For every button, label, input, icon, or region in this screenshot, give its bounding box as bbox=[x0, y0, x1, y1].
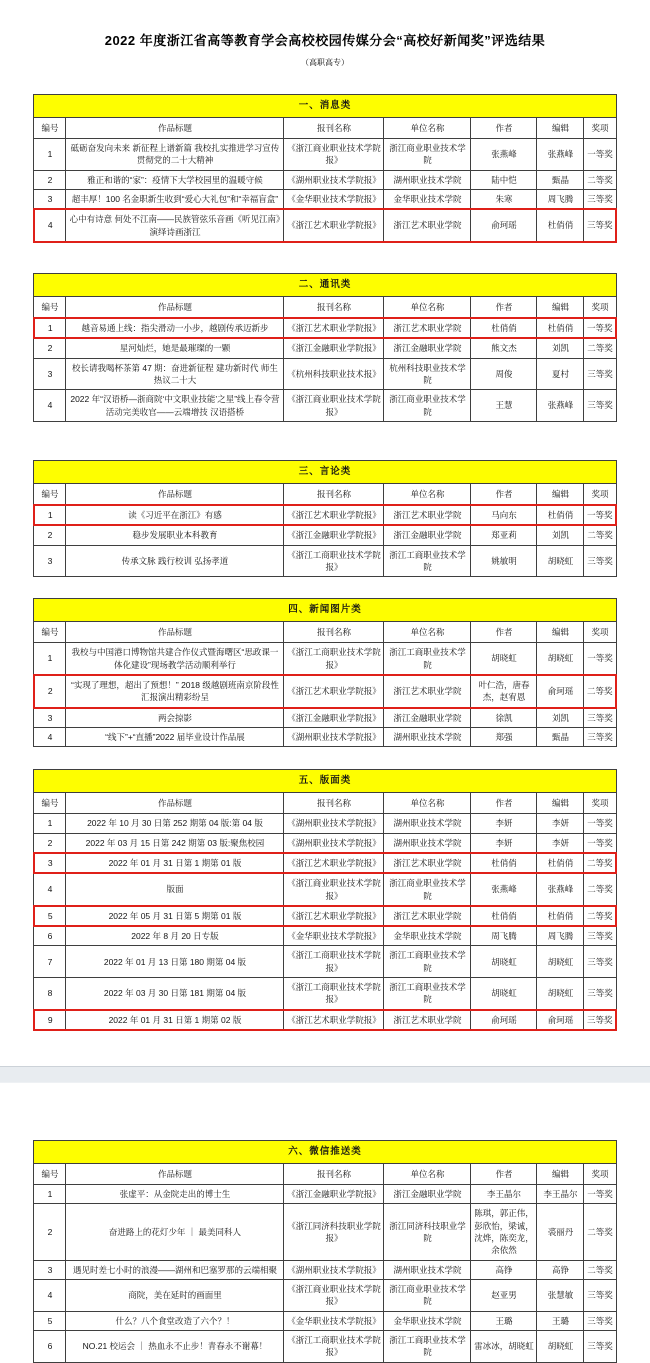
cell-award: 二等奖 bbox=[584, 675, 616, 708]
cell-author: 李妍 bbox=[471, 814, 537, 833]
cell-author: 马向东 bbox=[471, 505, 537, 525]
cell-author: 李妍 bbox=[471, 833, 537, 853]
cell-paper-name: 《浙江艺术职业学院报》 bbox=[284, 675, 384, 708]
cell-editor: 刘凯 bbox=[537, 525, 584, 545]
column-header: 作者 bbox=[471, 792, 537, 813]
cell-unit-name: 浙江艺术职业学院 bbox=[384, 505, 471, 525]
cell-award: 二等奖 bbox=[584, 1260, 616, 1279]
cell-author: 张燕峰 bbox=[471, 139, 537, 171]
cell-author: 俞珂瑶 bbox=[471, 1010, 537, 1030]
cell-work-title: 2022 年 01 月 31 日第 1 期第 01 版 bbox=[66, 853, 284, 873]
cell-number: 8 bbox=[34, 978, 66, 1010]
cell-unit-name: 金华职业技术学院 bbox=[384, 926, 471, 946]
cell-number: 1 bbox=[34, 643, 66, 675]
column-header: 奖项 bbox=[584, 483, 616, 505]
cell-author: 高铮 bbox=[471, 1260, 537, 1279]
cell-work-title: 2022 年 03 月 15 日第 242 期第 03 版:聚焦校园 bbox=[66, 833, 284, 853]
column-header: 编辑 bbox=[537, 483, 584, 505]
cell-unit-name: 浙江商业职业技术学院 bbox=[384, 390, 471, 422]
cell-work-title: 心中有诗意 何处不江南——民族管弦乐音画《听见江南》演绎诗画浙江 bbox=[66, 209, 284, 242]
cell-work-title: “线下”+“直播”2022 届毕业设计作品展 bbox=[66, 727, 284, 746]
cell-editor: 夏村 bbox=[537, 358, 584, 390]
section-header: 一、消息类 bbox=[34, 95, 616, 118]
cell-paper-name: 《浙江金融职业学院报》 bbox=[284, 708, 384, 728]
cell-editor: 胡晓虹 bbox=[537, 1330, 584, 1362]
table-row bbox=[34, 390, 616, 422]
cell-work-title: 奋进路上的花灯少年 ｜ 最美同科人 bbox=[66, 1204, 284, 1260]
column-header: 单位名称 bbox=[384, 117, 471, 138]
column-header: 编辑 bbox=[537, 1163, 584, 1184]
cell-unit-name: 浙江金融职业学院 bbox=[384, 525, 471, 545]
cell-paper-name: 《浙江金融职业学院报》 bbox=[284, 338, 384, 358]
column-header: 单位名称 bbox=[384, 483, 471, 505]
cell-author: 张燕峰 bbox=[471, 873, 537, 906]
cell-unit-name: 湖州职业技术学院 bbox=[384, 1260, 471, 1279]
cell-work-title: 2022 年 03 月 30 日第 181 期第 04 版 bbox=[66, 978, 284, 1010]
cell-author: 王慧 bbox=[471, 390, 537, 422]
cell-unit-name: 浙江艺术职业学院 bbox=[384, 675, 471, 708]
cell-author: 叶仁浩，唐春杰，赵宥恩 bbox=[471, 675, 537, 708]
table-row bbox=[34, 139, 616, 171]
cell-editor: 张燕峰 bbox=[537, 139, 584, 171]
cell-award: 一等奖 bbox=[584, 814, 616, 833]
cell-number: 2 bbox=[34, 170, 66, 189]
cell-paper-name: 《浙江同济科技职业学院报》 bbox=[284, 1204, 384, 1260]
cell-paper-name: 《浙江工商职业技术学院报》 bbox=[284, 946, 384, 978]
cell-award: 二等奖 bbox=[584, 906, 616, 926]
cell-number: 3 bbox=[34, 545, 66, 577]
cell-unit-name: 浙江同济科技职业学院 bbox=[384, 1204, 471, 1260]
cell-work-title: 什么？八个食堂改造了六个？！ bbox=[66, 1311, 284, 1330]
cell-paper-name: 《湖州职业技术学院报》 bbox=[284, 814, 384, 833]
cell-award: 一等奖 bbox=[584, 1185, 616, 1204]
cell-work-title: 星河灿烂，她是最璀璨的一颗 bbox=[66, 338, 284, 358]
column-header: 作品标题 bbox=[66, 622, 284, 643]
cell-author: 郑亚莉 bbox=[471, 525, 537, 545]
cell-editor: 杜俏俏 bbox=[537, 853, 584, 873]
cell-author: 陆中恺 bbox=[471, 170, 537, 189]
table-row bbox=[34, 1010, 616, 1030]
cell-number: 3 bbox=[34, 708, 66, 728]
cell-editor: 胡晓虹 bbox=[537, 978, 584, 1010]
cell-award: 二等奖 bbox=[584, 338, 616, 358]
cell-number: 3 bbox=[34, 1260, 66, 1279]
column-header: 编辑 bbox=[537, 792, 584, 813]
section-header: 四、新闻图片类 bbox=[34, 599, 616, 622]
cell-number: 4 bbox=[34, 873, 66, 906]
column-header: 作品标题 bbox=[66, 296, 284, 318]
column-header: 单位名称 bbox=[384, 1163, 471, 1184]
table-row bbox=[34, 978, 616, 1010]
table-row bbox=[34, 1330, 616, 1362]
cell-number: 1 bbox=[34, 505, 66, 525]
page-subtitle: （高职高专） bbox=[301, 58, 349, 67]
cell-author: 杜俏俏 bbox=[471, 853, 537, 873]
cell-editor: 甄晶 bbox=[537, 170, 584, 189]
cell-unit-name: 浙江金融职业学院 bbox=[384, 338, 471, 358]
cell-work-title: 2022 年“汉语桥—浙商院‘中文职业技能’之星”线上春令营活动完美收官——云端增技 汉语搭桥 bbox=[66, 390, 284, 422]
cell-paper-name: 《湖州职业技术学院报》 bbox=[284, 833, 384, 853]
cell-award: 二等奖 bbox=[584, 170, 616, 189]
cell-author: 胡晓虹 bbox=[471, 643, 537, 675]
cell-number: 1 bbox=[34, 1185, 66, 1204]
cell-editor: 俞珂瑶 bbox=[537, 1010, 584, 1030]
cell-paper-name: 《浙江艺术职业学院报》 bbox=[284, 1010, 384, 1030]
table-row bbox=[34, 814, 616, 833]
cell-award: 三等奖 bbox=[584, 1311, 616, 1330]
cell-award: 三等奖 bbox=[584, 1330, 616, 1362]
table-row bbox=[34, 1311, 616, 1330]
cell-paper-name: 《浙江艺术职业学院报》 bbox=[284, 209, 384, 242]
cell-author: 徐凯 bbox=[471, 708, 537, 728]
cell-editor: 胡晓虹 bbox=[537, 545, 584, 577]
column-header: 报刊名称 bbox=[284, 483, 384, 505]
cell-unit-name: 浙江艺术职业学院 bbox=[384, 1010, 471, 1030]
cell-unit-name: 浙江工商职业技术学院 bbox=[384, 643, 471, 675]
cell-award: 一等奖 bbox=[584, 505, 616, 525]
table-row bbox=[34, 190, 616, 210]
table-row bbox=[34, 675, 616, 708]
cell-number: 6 bbox=[34, 1330, 66, 1362]
cell-paper-name: 《浙江工商职业技术学院报》 bbox=[284, 545, 384, 577]
cell-award: 一等奖 bbox=[584, 643, 616, 675]
table-row bbox=[34, 338, 616, 358]
column-header: 编号 bbox=[34, 483, 66, 505]
cell-number: 3 bbox=[34, 190, 66, 210]
cell-author: 周飞腾 bbox=[471, 926, 537, 946]
cell-award: 一等奖 bbox=[584, 833, 616, 853]
column-header: 奖项 bbox=[584, 1163, 616, 1184]
table-row bbox=[34, 525, 616, 545]
cell-author: 周俊 bbox=[471, 358, 537, 390]
column-header: 作品标题 bbox=[66, 483, 284, 505]
cell-author: 朱寒 bbox=[471, 190, 537, 210]
column-header: 报刊名称 bbox=[284, 117, 384, 138]
cell-unit-name: 金华职业技术学院 bbox=[384, 1311, 471, 1330]
cell-unit-name: 湖州职业技术学院 bbox=[384, 833, 471, 853]
cell-editor: 裘丽丹 bbox=[537, 1204, 584, 1260]
cell-editor: 张燕峰 bbox=[537, 873, 584, 906]
table-row bbox=[34, 1279, 616, 1311]
cell-number: 4 bbox=[34, 390, 66, 422]
section-header: 六、微信推送类 bbox=[34, 1141, 616, 1164]
cell-number: 5 bbox=[34, 1311, 66, 1330]
table-row bbox=[34, 906, 616, 926]
cell-unit-name: 湖州职业技术学院 bbox=[384, 170, 471, 189]
column-header: 编辑 bbox=[537, 622, 584, 643]
cell-work-title: 超丰厚！100 名金职新生收到“爱心大礼包”和“幸福盲盒” bbox=[66, 190, 284, 210]
page-title: 2022 年度浙江省高等教育学会高校校园传媒分会“高校好新闻奖”评选结果 bbox=[104, 33, 546, 48]
cell-number: 2 bbox=[34, 525, 66, 545]
cell-paper-name: 《浙江商业职业技术学院报》 bbox=[284, 139, 384, 171]
cell-editor: 胡晓虹 bbox=[537, 643, 584, 675]
cell-work-title: 张虚平：从金院走出的博士生 bbox=[66, 1185, 284, 1204]
award-table bbox=[33, 460, 617, 577]
cell-work-title: 版面 bbox=[66, 873, 284, 906]
cell-unit-name: 浙江工商职业技术学院 bbox=[384, 978, 471, 1010]
column-header: 单位名称 bbox=[384, 622, 471, 643]
cell-editor: 李妍 bbox=[537, 814, 584, 833]
column-header: 奖项 bbox=[584, 296, 616, 318]
section-header: 五、版面类 bbox=[34, 770, 616, 793]
cell-award: 三等奖 bbox=[584, 978, 616, 1010]
cell-work-title: 商院，美在延时的画面里 bbox=[66, 1279, 284, 1311]
award-table bbox=[33, 273, 617, 422]
cell-work-title: 砥砺奋发向未来 新征程上谱新篇 我校扎实推进学习宣传贯彻党的二十大精神 bbox=[66, 139, 284, 171]
cell-unit-name: 浙江工商职业技术学院 bbox=[384, 946, 471, 978]
cell-number: 4 bbox=[34, 209, 66, 242]
cell-unit-name: 浙江艺术职业学院 bbox=[384, 209, 471, 242]
cell-editor: 周飞腾 bbox=[537, 926, 584, 946]
column-header: 作者 bbox=[471, 117, 537, 138]
cell-work-title: 2022 年 05 月 31 日第 5 期第 01 版 bbox=[66, 906, 284, 926]
cell-award: 三等奖 bbox=[584, 1010, 616, 1030]
cell-paper-name: 《浙江艺术职业学院报》 bbox=[284, 505, 384, 525]
cell-award: 三等奖 bbox=[584, 190, 616, 210]
cell-editor: 高铮 bbox=[537, 1260, 584, 1279]
table-row bbox=[34, 873, 616, 906]
cell-paper-name: 《金华职业技术学院报》 bbox=[284, 926, 384, 946]
cell-unit-name: 浙江艺术职业学院 bbox=[384, 906, 471, 926]
cell-award: 三等奖 bbox=[584, 358, 616, 390]
cell-unit-name: 浙江商业职业技术学院 bbox=[384, 139, 471, 171]
cell-number: 6 bbox=[34, 926, 66, 946]
cell-award: 二等奖 bbox=[584, 853, 616, 873]
column-header: 报刊名称 bbox=[284, 792, 384, 813]
table-row bbox=[34, 358, 616, 390]
cell-award: 二等奖 bbox=[584, 525, 616, 545]
cell-unit-name: 浙江艺术职业学院 bbox=[384, 853, 471, 873]
award-table bbox=[33, 1140, 616, 1363]
cell-work-title: 遇见时差七小时的浪漫——湖州和巴塞罗那的云端相聚 bbox=[66, 1260, 284, 1279]
cell-award: 三等奖 bbox=[584, 1279, 616, 1311]
cell-work-title: 稳步发展职业本科教育 bbox=[66, 525, 284, 545]
cell-paper-name: 《浙江商业职业技术学院报》 bbox=[284, 1279, 384, 1311]
column-header: 编辑 bbox=[537, 296, 584, 318]
column-header: 报刊名称 bbox=[284, 1163, 384, 1184]
table-row bbox=[34, 170, 616, 189]
table-row bbox=[34, 209, 616, 242]
cell-unit-name: 浙江商业职业技术学院 bbox=[384, 1279, 471, 1311]
cell-award: 二等奖 bbox=[584, 1204, 616, 1260]
section-header: 二、通讯类 bbox=[34, 273, 616, 296]
cell-work-title: “实现了理想，超出了预想！” 2018 级越剧班南京阶段性汇报演出精彩纷呈 bbox=[66, 675, 284, 708]
column-header: 编号 bbox=[34, 792, 66, 813]
document-page-2-tables bbox=[0, 1140, 650, 1363]
column-header: 报刊名称 bbox=[284, 296, 384, 318]
column-header: 单位名称 bbox=[384, 792, 471, 813]
cell-paper-name: 《浙江艺术职业学院报》 bbox=[284, 318, 384, 338]
cell-unit-name: 浙江工商职业技术学院 bbox=[384, 545, 471, 577]
cell-work-title: 越音易通上线：指尖滑动一小步，越剧传承迈新步 bbox=[66, 318, 284, 338]
section-header: 三、言论类 bbox=[34, 460, 616, 483]
table-row bbox=[34, 946, 616, 978]
cell-editor: 胡晓虹 bbox=[537, 946, 584, 978]
cell-number: 2 bbox=[34, 1204, 66, 1260]
table-row bbox=[34, 1185, 616, 1204]
cell-work-title: 两会掠影 bbox=[66, 708, 284, 728]
cell-editor: 杜俏俏 bbox=[537, 318, 584, 338]
table-row bbox=[34, 1204, 616, 1260]
cell-number: 5 bbox=[34, 906, 66, 926]
cell-author: 陈琪，郭正伟，彭欣怡，梁诚，沈烨，陈奕龙，余依然 bbox=[471, 1204, 537, 1260]
cell-work-title: 2022 年 10 月 30 日第 252 期第 04 版:第 04 版 bbox=[66, 814, 284, 833]
table-row bbox=[34, 853, 616, 873]
column-header: 编辑 bbox=[537, 117, 584, 138]
cell-award: 三等奖 bbox=[584, 390, 616, 422]
table-row bbox=[34, 545, 616, 577]
cell-paper-name: 《浙江艺术职业学院报》 bbox=[284, 853, 384, 873]
cell-work-title: 雅正和谐的“家”：疫情下大学校园里的温暖守候 bbox=[66, 170, 284, 189]
cell-award: 三等奖 bbox=[584, 545, 616, 577]
table-row bbox=[34, 833, 616, 853]
cell-paper-name: 《浙江商业职业技术学院报》 bbox=[284, 873, 384, 906]
cell-editor: 俞珂瑶 bbox=[537, 675, 584, 708]
column-header: 单位名称 bbox=[384, 296, 471, 318]
table-row bbox=[34, 318, 616, 338]
column-header: 作品标题 bbox=[66, 117, 284, 138]
table-row bbox=[34, 727, 616, 746]
cell-number: 1 bbox=[34, 139, 66, 171]
cell-editor: 杜俏俏 bbox=[537, 209, 584, 242]
cell-number: 3 bbox=[34, 358, 66, 390]
cell-editor: 张燕峰 bbox=[537, 390, 584, 422]
cell-paper-name: 《浙江工商职业技术学院报》 bbox=[284, 1330, 384, 1362]
cell-editor: 李妍 bbox=[537, 833, 584, 853]
cell-number: 4 bbox=[34, 1279, 66, 1311]
cell-award: 一等奖 bbox=[584, 139, 616, 171]
cell-award: 三等奖 bbox=[584, 727, 616, 746]
table-row bbox=[34, 708, 616, 728]
award-table bbox=[33, 598, 617, 747]
table-row bbox=[34, 505, 616, 525]
cell-number: 4 bbox=[34, 727, 66, 746]
cell-work-title: 2022 年 01 月 31 日第 1 期第 02 版 bbox=[66, 1010, 284, 1030]
table-row bbox=[34, 1260, 616, 1279]
cell-number: 2 bbox=[34, 675, 66, 708]
cell-work-title: 读《习近平在浙江》有感 bbox=[66, 505, 284, 525]
cell-number: 9 bbox=[34, 1010, 66, 1030]
column-header: 编号 bbox=[34, 622, 66, 643]
column-header: 报刊名称 bbox=[284, 622, 384, 643]
cell-unit-name: 浙江金融职业学院 bbox=[384, 708, 471, 728]
cell-author: 熊文杰 bbox=[471, 338, 537, 358]
cell-paper-name: 《金华职业技术学院报》 bbox=[284, 190, 384, 210]
cell-paper-name: 《杭州科技职业技术报》 bbox=[284, 358, 384, 390]
cell-editor: 周飞腾 bbox=[537, 190, 584, 210]
cell-author: 胡晓虹 bbox=[471, 978, 537, 1010]
document-page-1-tables bbox=[0, 94, 650, 1031]
cell-work-title: 2022 年 01 月 13 日第 180 期第 04 版 bbox=[66, 946, 284, 978]
cell-paper-name: 《湖州职业技术学院报》 bbox=[284, 170, 384, 189]
cell-number: 1 bbox=[34, 814, 66, 833]
cell-number: 1 bbox=[34, 318, 66, 338]
table-row bbox=[34, 926, 616, 946]
cell-author: 姚敏明 bbox=[471, 545, 537, 577]
cell-author: 王璐 bbox=[471, 1311, 537, 1330]
cell-author: 李王晶尔 bbox=[471, 1185, 537, 1204]
cell-work-title: NO.21 校运会 ｜ 热血永不止步！青春永不谢幕！ bbox=[66, 1330, 284, 1362]
cell-award: 一等奖 bbox=[584, 318, 616, 338]
cell-editor: 李王晶尔 bbox=[537, 1185, 584, 1204]
cell-author: 杜俏俏 bbox=[471, 318, 537, 338]
cell-paper-name: 《浙江艺术职业学院报》 bbox=[284, 906, 384, 926]
column-header: 编号 bbox=[34, 296, 66, 318]
cell-editor: 甄晶 bbox=[537, 727, 584, 746]
award-table bbox=[33, 769, 617, 1031]
cell-unit-name: 湖州职业技术学院 bbox=[384, 814, 471, 833]
column-header: 编号 bbox=[34, 117, 66, 138]
cell-paper-name: 《浙江金融职业学院报》 bbox=[284, 1185, 384, 1204]
cell-paper-name: 《浙江工商职业技术学院报》 bbox=[284, 978, 384, 1010]
cell-editor: 杜俏俏 bbox=[537, 505, 584, 525]
award-table bbox=[33, 94, 617, 243]
cell-unit-name: 浙江艺术职业学院 bbox=[384, 318, 471, 338]
column-header: 奖项 bbox=[584, 792, 616, 813]
page-separator bbox=[0, 1066, 650, 1083]
cell-paper-name: 《湖州职业技术学院报》 bbox=[284, 1260, 384, 1279]
cell-author: 郑强 bbox=[471, 727, 537, 746]
column-header: 奖项 bbox=[584, 117, 616, 138]
cell-paper-name: 《湖州职业技术学院报》 bbox=[284, 727, 384, 746]
cell-unit-name: 浙江商业职业技术学院 bbox=[384, 873, 471, 906]
cell-paper-name: 《浙江金融职业学院报》 bbox=[284, 525, 384, 545]
cell-author: 雷冰冰，胡晓虹 bbox=[471, 1330, 537, 1362]
column-header: 作者 bbox=[471, 296, 537, 318]
cell-author: 杜俏俏 bbox=[471, 906, 537, 926]
cell-unit-name: 杭州科技职业技术学院 bbox=[384, 358, 471, 390]
column-header: 编号 bbox=[34, 1163, 66, 1184]
cell-editor: 杜俏俏 bbox=[537, 906, 584, 926]
cell-work-title: 校长请我喝杯茶第 47 期：奋进新征程 建功新时代 师生热议二十大 bbox=[66, 358, 284, 390]
cell-editor: 刘凯 bbox=[537, 708, 584, 728]
cell-award: 二等奖 bbox=[584, 873, 616, 906]
column-header: 作品标题 bbox=[66, 1163, 284, 1184]
cell-editor: 王璐 bbox=[537, 1311, 584, 1330]
cell-work-title: 传承文脉 践行校训 弘扬孝道 bbox=[66, 545, 284, 577]
cell-unit-name: 浙江金融职业学院 bbox=[384, 1185, 471, 1204]
cell-paper-name: 《金华职业技术学院报》 bbox=[284, 1311, 384, 1330]
table-row bbox=[34, 643, 616, 675]
column-header: 作者 bbox=[471, 483, 537, 505]
cell-number: 3 bbox=[34, 853, 66, 873]
column-header: 作品标题 bbox=[66, 792, 284, 813]
column-header: 奖项 bbox=[584, 622, 616, 643]
cell-paper-name: 《浙江工商职业技术学院报》 bbox=[284, 643, 384, 675]
cell-number: 7 bbox=[34, 946, 66, 978]
cell-author: 胡晓虹 bbox=[471, 946, 537, 978]
cell-work-title: 我校与中国港口博物馆共建合作仪式暨海曙区“思政课一体化建设”现场教学活动顺利举行 bbox=[66, 643, 284, 675]
cell-unit-name: 浙江工商职业技术学院 bbox=[384, 1330, 471, 1362]
cell-unit-name: 湖州职业技术学院 bbox=[384, 727, 471, 746]
column-header: 作者 bbox=[471, 622, 537, 643]
column-header: 作者 bbox=[471, 1163, 537, 1184]
cell-author: 赵亚男 bbox=[471, 1279, 537, 1311]
cell-number: 2 bbox=[34, 833, 66, 853]
cell-number: 2 bbox=[34, 338, 66, 358]
cell-award: 三等奖 bbox=[584, 708, 616, 728]
cell-unit-name: 金华职业技术学院 bbox=[384, 190, 471, 210]
cell-award: 三等奖 bbox=[584, 946, 616, 978]
cell-paper-name: 《浙江商业职业技术学院报》 bbox=[284, 390, 384, 422]
cell-award: 三等奖 bbox=[584, 926, 616, 946]
cell-author: 俞珂瑶 bbox=[471, 209, 537, 242]
cell-editor: 张慧敏 bbox=[537, 1279, 584, 1311]
cell-award: 三等奖 bbox=[584, 209, 616, 242]
cell-work-title: 2022 年 8 月 20 日专版 bbox=[66, 926, 284, 946]
cell-editor: 刘凯 bbox=[537, 338, 584, 358]
